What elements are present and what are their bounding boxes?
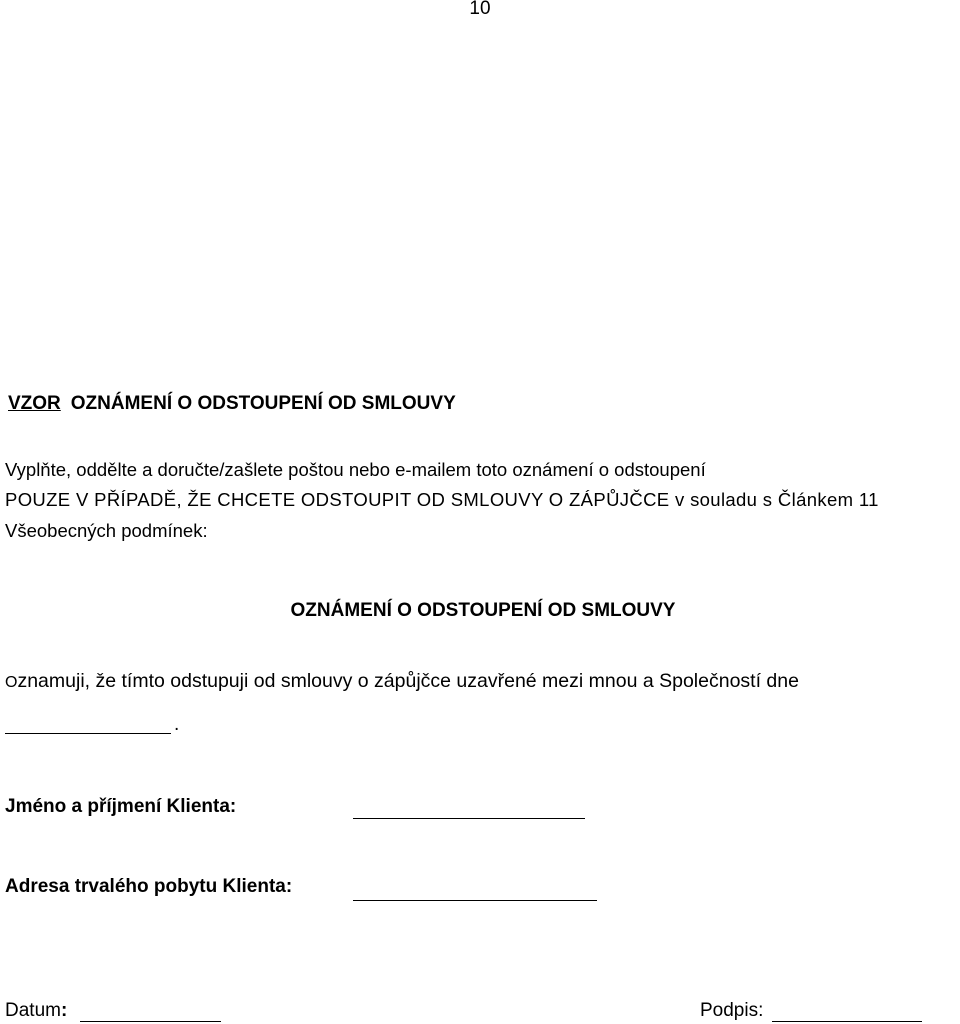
signature-label: Podpis:	[700, 1000, 764, 1021]
intro-line-2: POUZE V PŘÍPADĚ, ŽE CHCETE ODSTOUPIT OD SMLOUVY O ZÁPŮJČCE v souladu s Článkem 11	[5, 489, 879, 510]
title-text: OZNÁMENÍ O ODSTOUPENÍ OD SMLOUVY	[70, 393, 456, 414]
statement-initial: O	[5, 674, 18, 691]
statement-text: znamuji, že tímto odstupuji od smlouvy o zápůjčce uzavřené mezi mnou a Společností dne	[17, 670, 799, 692]
intro-line-3: Všeobecných podmínek:	[5, 520, 208, 541]
client-address-label: Adresa trvalého pobytu Klienta:	[5, 876, 293, 897]
document-title	[8, 393, 456, 415]
date-label-text: Datum	[5, 1000, 61, 1021]
title-prefix: VZOR	[8, 393, 61, 414]
date-label-colon: :	[60, 1000, 68, 1021]
page-number: 10	[469, 0, 491, 19]
intro-line-1: Vyplňte, oddělte a doručte/zašlete poštou nebo e-mailem toto oznámení o odstoupení	[5, 459, 706, 480]
form-heading: OZNÁMENÍ O ODSTOUPENÍ OD SMLOUVY	[290, 600, 676, 621]
date-of-contract-blank[interactable]	[5, 733, 171, 734]
date-label	[5, 1000, 67, 1022]
withdrawal-statement	[5, 670, 799, 693]
date-blank[interactable]	[80, 1021, 221, 1022]
client-address-blank[interactable]	[353, 900, 597, 901]
client-name-label: Jméno a příjmení Klienta:	[5, 796, 237, 817]
statement-end: .	[174, 714, 180, 735]
client-name-blank[interactable]	[353, 818, 585, 819]
signature-blank[interactable]	[772, 1021, 922, 1022]
